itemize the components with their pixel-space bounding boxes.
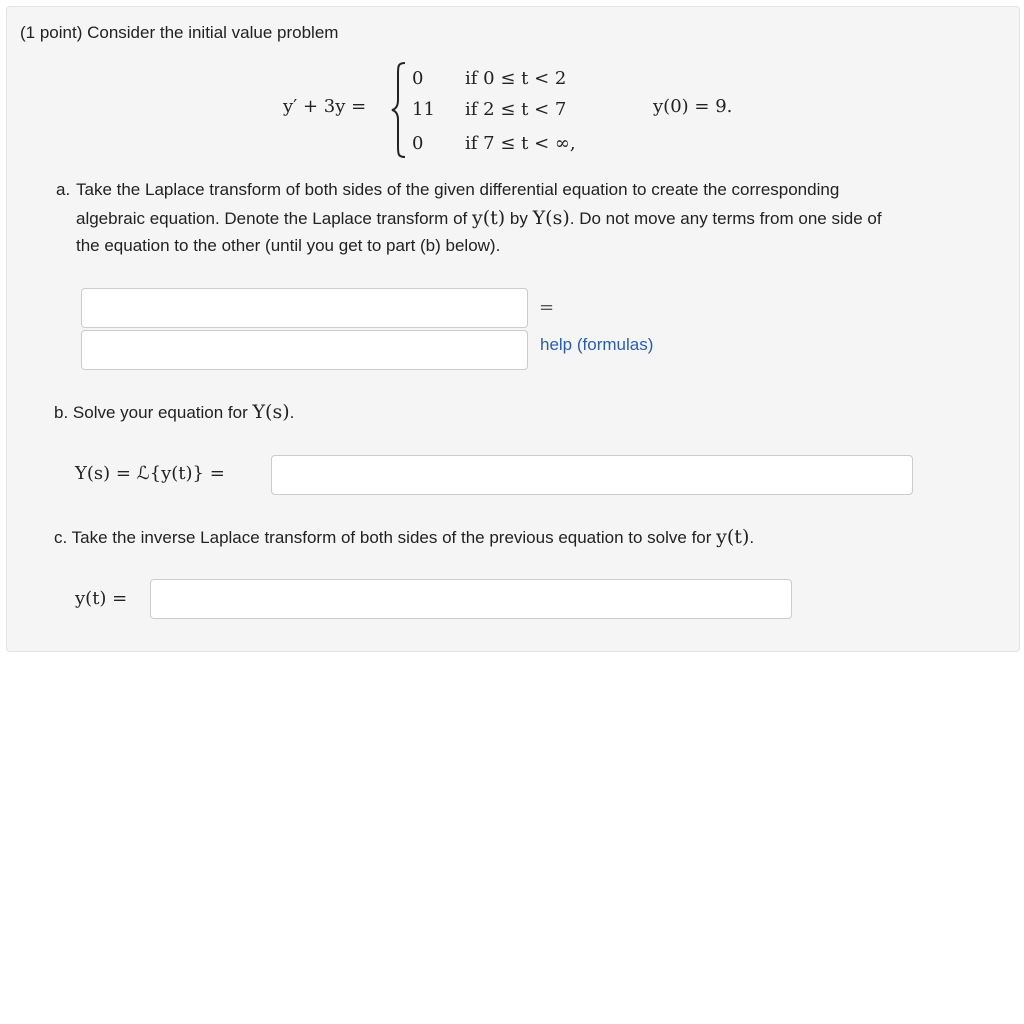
part-a-Y-of-s: Y(s) [532, 207, 570, 229]
case-condition-1: if 0 ≤ t < 2 [465, 68, 567, 89]
part-b-text [54, 398, 294, 427]
part-c-instruction: Take the inverse Laplace transform of both sides of the previous equation to solve for [71, 528, 712, 547]
case-condition-3: if 7 ≤ t < ∞, [465, 133, 576, 154]
problem-header: (1 point) Consider the initial value problem [20, 23, 339, 42]
part-a-line-1: Take the Laplace transform of both sides of the given differential equation to create the corresponding [76, 180, 840, 199]
part-a-line-2 [76, 204, 882, 233]
part-c-label: c. [54, 528, 68, 547]
laplace-rhs-input[interactable] [81, 330, 528, 370]
part-a-label: a. [56, 180, 71, 199]
laplace-lhs-input[interactable] [81, 288, 528, 328]
part-b-prefix: Y(s) = ℒ{y(t)} = [75, 463, 225, 484]
case-condition-2: if 2 ≤ t < 7 [465, 99, 567, 120]
part-a-line-3: the equation to the other (until you get to part (b) below). [76, 236, 501, 255]
part-c-period: . [749, 528, 755, 547]
Y-of-s-input[interactable] [271, 455, 913, 495]
piecewise-brace [391, 62, 407, 158]
part-c-text [54, 523, 754, 552]
y-of-t-input[interactable] [150, 579, 792, 619]
help-formulas-link[interactable]: help (formulas) [540, 335, 654, 354]
part-a-by: by [509, 209, 528, 228]
part-a-y-of-t: y(t) [471, 207, 506, 229]
part-a-line-2-pre: algebraic equation. Denote the Laplace transform of [76, 209, 468, 228]
part-b-label: b. [54, 403, 69, 422]
equation-lhs: y′ + 3y = [283, 96, 367, 117]
case-value-2: 11 [412, 99, 435, 120]
initial-condition: y(0) = 9. [653, 96, 733, 117]
part-b-period: . [289, 403, 295, 422]
part-c-var: y(t) [716, 526, 750, 548]
part-a-line-2-post: . Do not move any terms from one side of [569, 209, 882, 228]
part-c-prefix: y(t) = [75, 588, 128, 609]
case-value-3: 0 [412, 133, 424, 154]
part-b-instruction: Solve your equation for [72, 403, 248, 422]
case-value-1: 0 [412, 68, 424, 89]
part-b-var: Y(s) [252, 401, 290, 423]
equals-sign: = [539, 297, 555, 318]
